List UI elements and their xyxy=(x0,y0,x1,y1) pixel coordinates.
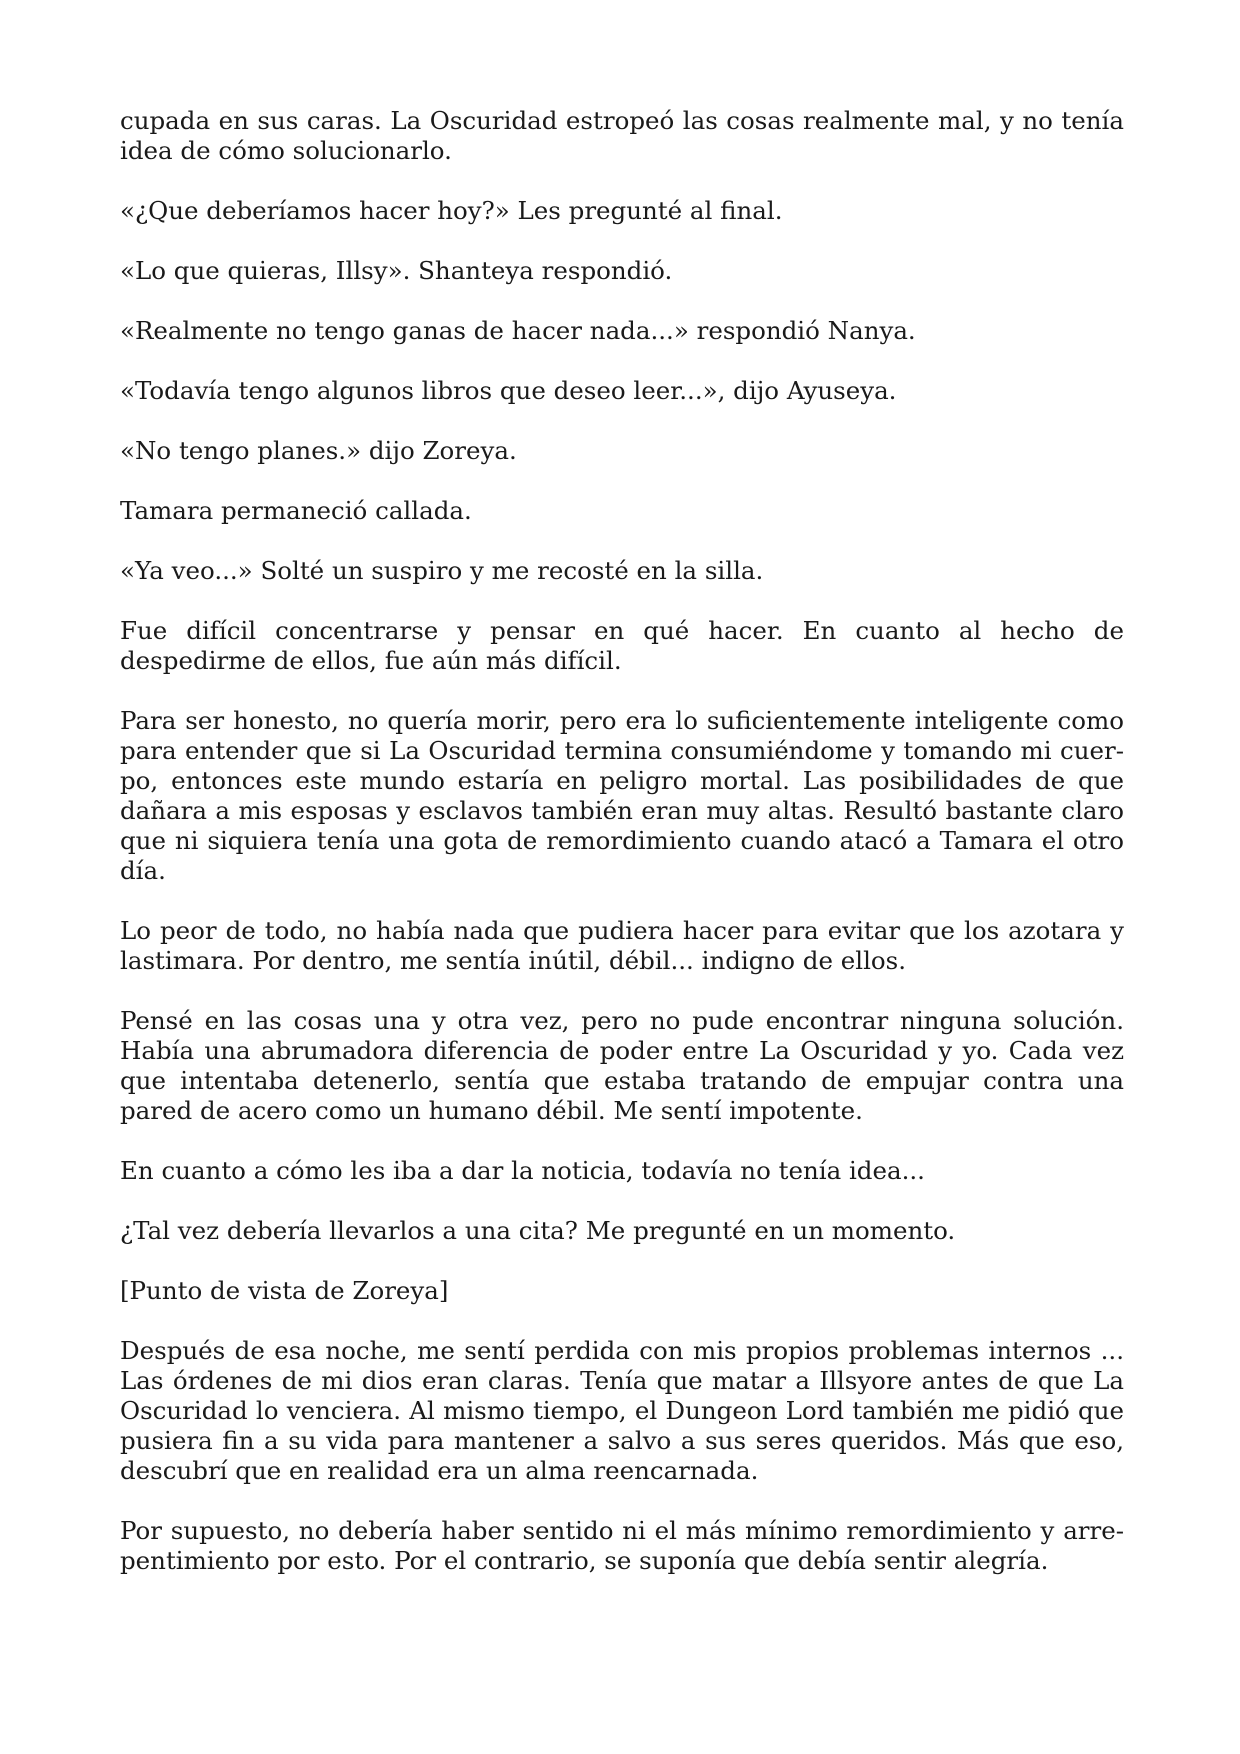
paragraph-13: En cuanto a cómo les iba a dar la noticia, todavía no tenía idea... xyxy=(120,1156,925,1185)
paragraph-6: «No tengo planes.» dijo Zoreya. xyxy=(120,436,517,465)
paragraph-1: cupada en sus caras. La Oscuridad estropeó las cosas realmente mal, y no tenía idea de cómo solucionarlo. xyxy=(120,106,1124,165)
paragraph-12: Pensé en las cosas una y otra vez, pero no pude encontrar ninguna solución. Había una abrumadora diferencia de poder entre La Oscuridad y yo. Cada vez que intentaba detenerlo, sentía que estaba tratando de empujar contra una pared de acero como un humano débil. Me sentí impotente. xyxy=(120,1006,1124,1125)
paragraph-10: Para ser honesto, no quería morir, pero era lo suficientemente inteligente como para entender que si La Oscuridad termina consumiéndome y tomando mi cuerpo, entonces este mundo estaría en peligro mortal. Las posibilidades de que dañara a mis esposas y esclavos también eran muy altas. Resultó bastante claro que ni siquiera tenía una gota de remordimiento cuando atacó a Tamara el otro día. xyxy=(120,706,1124,885)
paragraph-7: Tamara permaneció callada. xyxy=(120,496,472,525)
paragraph-5: «Todavía tengo algunos libros que deseo leer...», dijo Ayuseya. xyxy=(120,376,897,405)
paragraph-9: Fue difícil concentrarse y pensar en qué hacer. En cuanto al hecho de despedirme de ellos, fue aún más difícil. xyxy=(120,616,1124,675)
paragraph-14: ¿Tal vez debería llevarlos a una cita? Me pregunté en un momento. xyxy=(120,1216,956,1245)
paragraph-16: Por supuesto, no debería haber sentido ni el más mínimo remordimiento y arrepentimiento por esto. Por el contrario, se suponía que debía sentir alegría. xyxy=(120,1516,1124,1575)
section-heading: [Punto de vista de Zoreya] xyxy=(120,1276,449,1305)
paragraph-11: Lo peor de todo, no había nada que pudiera hacer para evitar que los azotara y lastimara. Por dentro, me sentía inútil, débil... indigno de ellos. xyxy=(120,916,1124,975)
paragraph-8: «Ya veo...» Solté un suspiro y me recosté en la silla. xyxy=(120,556,764,585)
paragraph-2: «¿Que deberíamos hacer hoy?» Les pregunté al final. xyxy=(120,196,783,225)
paragraph-15: Después de esa noche, me sentí perdida con mis propios problemas internos ... Las órdenes de mi dios eran claras. Tenía que matar a Illsyore antes de que La Oscuridad lo venciera. Al mismo tiempo, el Dungeon Lord también me pidió que pusiera fin a su vida para mantener a salvo a sus seres queridos. Más que eso, descubrí que en realidad era un alma reencarnada. xyxy=(120,1336,1124,1485)
paragraph-4: «Realmente no tengo ganas de hacer nada...» respondió Nanya. xyxy=(120,316,916,345)
document-page xyxy=(120,106,1124,1606)
paragraph-3: «Lo que quieras, Illsy». Shanteya respondió. xyxy=(120,256,673,285)
